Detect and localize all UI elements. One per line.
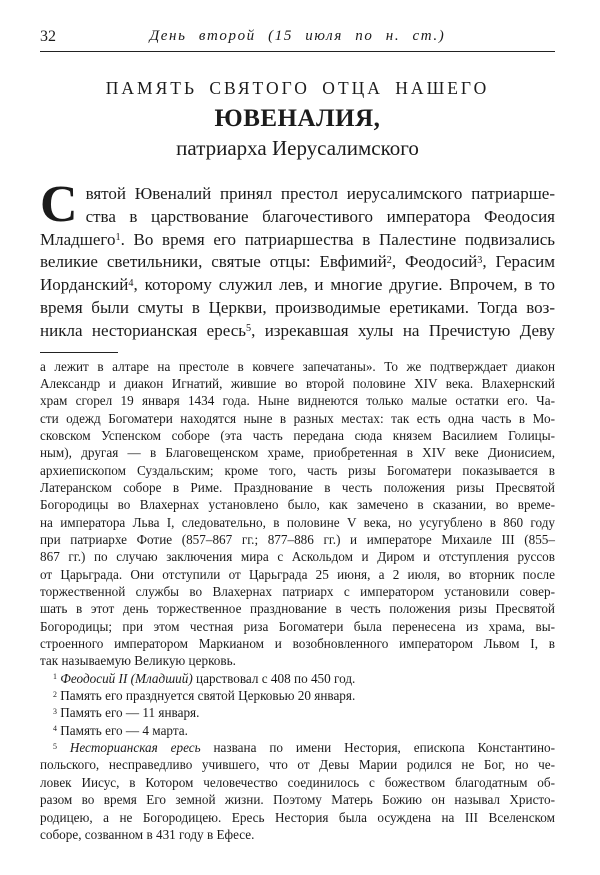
footnote-separator xyxy=(40,352,118,353)
text-line: $^4$ Память его — 4 марта. xyxy=(53,722,188,738)
text-line: ства в царствование благочестивого императора Феодосия xyxy=(85,206,555,226)
text-line: разом во время Его земной жизни. Поэтому Матерь Божию он называл Христо- xyxy=(40,792,555,808)
text-line: храм сгорел 19 января 1434 года. Ныне виднеются только малые остатки его. Ча- xyxy=(40,393,555,409)
text-line: Александр и диакон Игнатий, жившие во второй половине XIV века. Влахернский xyxy=(40,375,555,391)
heading-name: ЮВЕНАЛИЯ, xyxy=(214,105,381,132)
footnotes-block xyxy=(40,358,555,844)
footnote-item xyxy=(40,704,555,721)
text-line: Богородицы во Влахернах установлено было, как замечено в сказании, во време- xyxy=(40,497,555,513)
footnote-item xyxy=(40,687,555,704)
heading-subtitle: патриарха Иерусалимского xyxy=(176,136,419,160)
text-line: Латеранском соборе в Риме. Празднование в честь положения ризы Пресвятой xyxy=(40,479,555,495)
text-line: на императора Льва I, следовательно, в половине V века, но усугублено в 860 году xyxy=(40,514,555,530)
text-line: от Царьграда. Они отступили от Царьграда 25 июня, а 2 июля, во вторник после xyxy=(40,566,555,582)
text-line: при патриархе Фотие (857–867 гг.; 877–886 гг.) и императоре Михаиле III (855– xyxy=(40,532,555,548)
footnote-item xyxy=(40,670,555,687)
text-line: $^5$ Несторианская ересь названа по имени Нестория, епископа Константино- xyxy=(53,740,556,756)
footnote-marker: 2 xyxy=(53,689,57,699)
text-line: строенного императором Маркианом и возобновленного императором Львом I, в xyxy=(40,636,555,652)
running-header xyxy=(40,28,555,49)
text-line: $^2$ Память его празднуется святой Церковью 20 января. xyxy=(53,688,356,704)
footnote-marker: 1 xyxy=(115,232,121,244)
footnote-marker: 3 xyxy=(477,254,483,266)
text-line: время были смуты в Церкви, производимые еретиками. Тогда воз- xyxy=(40,297,555,317)
footnote-continuation xyxy=(40,358,555,670)
text-line: 867 гг.) по случаю заключения мира с Аскольдом и Диром и отступления руссов xyxy=(40,549,555,565)
footnote-marker: 5 xyxy=(53,741,57,751)
text-line: шать в этот день торжественное празднование в честь положения ризы Пресвятой xyxy=(40,601,555,617)
text-line: сти одежд Богоматери находятся ныне в разных местах: так есть одна часть в Мо- xyxy=(40,410,555,426)
footnote-marker: 4 xyxy=(128,277,134,289)
footnote-list xyxy=(40,670,555,843)
footnote-marker: 2 xyxy=(386,254,392,266)
drop-cap: С xyxy=(40,176,78,233)
header-rule xyxy=(40,51,555,52)
text-line: вятой Ювеналий принял престол иерусалимского патриарше- xyxy=(85,184,555,203)
page-number: 32 xyxy=(40,28,56,45)
footnote-item xyxy=(40,722,555,739)
text-line: соборе, созванном в 431 году в Ефесе. xyxy=(40,826,255,842)
text-line: ловек Иисус, в Котором человечество соединилось с божеством благодатным об- xyxy=(40,774,555,790)
footnote-item xyxy=(40,739,555,843)
footnote-marker: 1 xyxy=(53,672,57,682)
text-line: архиепископом Суздальским; кроме того, часть ризы Богоматери показывается в xyxy=(40,462,555,478)
running-title: День второй (15 июля по н. ст.) xyxy=(149,28,446,44)
text-line: Богородицы; при этом честная риза Богоматери была перенесена из храма, вы- xyxy=(40,618,555,634)
footnote-marker: 5 xyxy=(246,323,252,335)
footnote-marker: 4 xyxy=(53,724,57,734)
text-line: а лежит в алтаре на престоле в ковчеге запечатаны». То же подтверждает диакон xyxy=(40,358,555,374)
body-lines xyxy=(40,176,555,343)
body-paragraph xyxy=(40,176,555,343)
text-line: польского, несправедливо учившего, что от Девы Марии родился не Бог, но че- xyxy=(40,757,555,773)
text-line: сковском Успенском соборе (эта часть передана сюда князем Василием Голицы- xyxy=(40,427,555,443)
text-line: Иорданский$^4$, которому служил лев, и многие другие. Впрочем, в то xyxy=(40,275,555,295)
text-line: великие светильники, святые отцы: Евфимий$^2$, Феодосий$^3$, Герасим xyxy=(40,252,555,272)
text-line: так называемую Великую церковь. xyxy=(40,653,236,669)
heading-kicker: ПАМЯТЬ СВЯТОГО ОТЦА НАШЕГО xyxy=(105,78,490,98)
text-line: Младшего$^1$. Во время его патриаршества в Палестине подвизались xyxy=(40,229,555,249)
text-line: ным), другая — в Благовещенском храме, приобретенная в XIV веке Дионисием, xyxy=(40,445,555,461)
text-line: никла несторианская ересь$^5$, изрекавшая хулы на Пречистую Деву xyxy=(40,320,555,340)
text-line: родицею, а не Богородицею. Ересь Нестория была осуждена на III Вселенском xyxy=(40,809,555,825)
text-line: торжественной службы во Влахернах патриарх с императором установили совер- xyxy=(40,584,555,600)
text-line: $^1$ Феодосий II (Младший) царствовал с 408 по 450 год. xyxy=(53,670,356,686)
text-line: $^3$ Память его — 11 января. xyxy=(53,705,200,721)
footnote-marker: 3 xyxy=(53,706,57,716)
